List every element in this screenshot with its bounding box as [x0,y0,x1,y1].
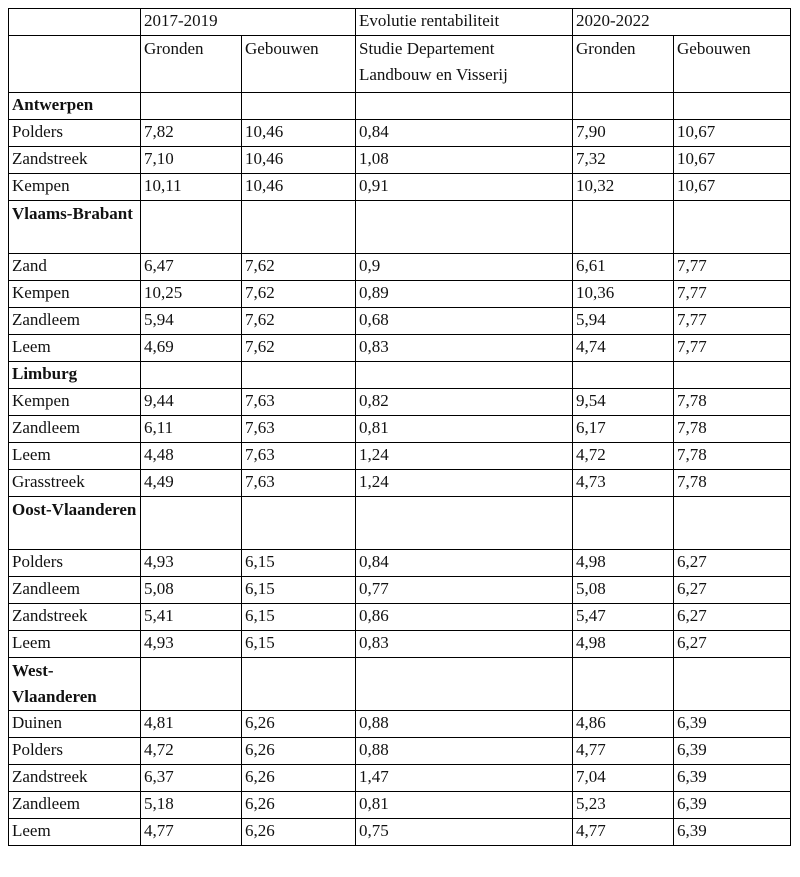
group-row [9,201,791,254]
empty-cell [242,497,356,550]
group-row [9,362,791,389]
province-label: Limburg [9,362,141,389]
gronden-2020-cell: 4,86 [573,711,674,738]
group-row [9,497,791,550]
gebouwen-2020-cell: 7,77 [674,281,791,308]
gronden-2020-cell: 9,54 [573,389,674,416]
region-cell: Polders [9,120,141,147]
province-label: Oost-Vlaanderen [9,497,141,550]
region-cell: Polders [9,738,141,765]
gronden-2017-cell: 4,48 [141,443,242,470]
region-cell: Kempen [9,174,141,201]
empty-cell [573,362,674,389]
gebouwen-2020-cell: 6,27 [674,631,791,658]
gebouwen-2020-cell: 7,77 [674,254,791,281]
gronden-2017-cell: 5,41 [141,604,242,631]
gronden-2020-cell: 6,61 [573,254,674,281]
region-cell: Leem [9,335,141,362]
gebouwen-2020-cell: 10,67 [674,120,791,147]
header-row-2 [9,36,791,93]
header-gebouwen-2: Gebouwen [674,36,791,93]
empty-cell [573,93,674,120]
table-row [9,174,791,201]
table-row [9,577,791,604]
table-row [9,819,791,846]
empty-cell [356,497,573,550]
gebouwen-2017-cell: 7,63 [242,470,356,497]
gebouwen-2020-cell: 6,39 [674,765,791,792]
empty-cell [141,201,242,254]
gronden-2020-cell: 7,04 [573,765,674,792]
gronden-2020-cell: 4,77 [573,819,674,846]
empty-cell [356,658,573,711]
gronden-2017-cell: 6,37 [141,765,242,792]
region-cell: Zandleem [9,308,141,335]
table-row [9,308,791,335]
gronden-2017-cell: 4,72 [141,738,242,765]
table-row [9,792,791,819]
table-row [9,711,791,738]
table-row [9,335,791,362]
header-gronden-2: Gronden [573,36,674,93]
evolutie-cell: 0,89 [356,281,573,308]
gebouwen-2017-cell: 7,62 [242,254,356,281]
empty-cell [573,201,674,254]
empty-cell [356,201,573,254]
gebouwen-2017-cell: 7,63 [242,389,356,416]
empty-cell [141,497,242,550]
empty-cell [242,658,356,711]
region-cell: Zandstreek [9,147,141,174]
gebouwen-2017-cell: 6,15 [242,577,356,604]
gronden-2020-cell: 5,08 [573,577,674,604]
empty-cell [356,362,573,389]
gronden-2020-cell: 4,74 [573,335,674,362]
region-cell: Zandstreek [9,604,141,631]
province-label: West-Vlaanderen [9,658,141,711]
header-gronden-1: Gronden [141,36,242,93]
empty-cell [356,93,573,120]
region-cell: Leem [9,819,141,846]
region-cell: Polders [9,550,141,577]
gronden-2017-cell: 5,18 [141,792,242,819]
gebouwen-2020-cell: 7,77 [674,308,791,335]
gebouwen-2020-cell: 7,77 [674,335,791,362]
header-empty-cell [9,9,141,36]
gebouwen-2020-cell: 6,27 [674,577,791,604]
region-cell: Zandstreek [9,765,141,792]
table-row [9,443,791,470]
rentabiliteit-table [8,8,791,846]
evolutie-cell: 0,77 [356,577,573,604]
header-evolutie: Evolutie rentabiliteit [356,9,573,36]
table-row [9,738,791,765]
gebouwen-2020-cell: 7,78 [674,470,791,497]
gebouwen-2017-cell: 6,15 [242,604,356,631]
gronden-2017-cell: 4,81 [141,711,242,738]
table-row [9,254,791,281]
table-row [9,416,791,443]
evolutie-cell: 0,81 [356,416,573,443]
gronden-2017-cell: 10,25 [141,281,242,308]
gebouwen-2020-cell: 6,39 [674,792,791,819]
region-cell: Kempen [9,281,141,308]
gebouwen-2017-cell: 6,26 [242,765,356,792]
evolutie-cell: 0,88 [356,738,573,765]
gronden-2020-cell: 5,94 [573,308,674,335]
gebouwen-2017-cell: 7,62 [242,335,356,362]
table-row [9,631,791,658]
header-row-1 [9,9,791,36]
gronden-2020-cell: 7,32 [573,147,674,174]
table-row [9,120,791,147]
evolutie-cell: 0,82 [356,389,573,416]
region-cell: Leem [9,631,141,658]
gronden-2017-cell: 6,47 [141,254,242,281]
evolutie-cell: 1,47 [356,765,573,792]
gebouwen-2017-cell: 6,26 [242,711,356,738]
gebouwen-2017-cell: 6,26 [242,738,356,765]
gronden-2020-cell: 6,17 [573,416,674,443]
gebouwen-2020-cell: 7,78 [674,389,791,416]
gronden-2020-cell: 4,98 [573,550,674,577]
region-cell: Zand [9,254,141,281]
header-period-1: 2017-2019 [141,9,356,36]
gronden-2017-cell: 4,93 [141,631,242,658]
evolutie-cell: 0,83 [356,335,573,362]
gebouwen-2017-cell: 10,46 [242,174,356,201]
empty-cell [674,201,791,254]
gronden-2020-cell: 10,32 [573,174,674,201]
evolutie-cell: 1,08 [356,147,573,174]
empty-cell [674,362,791,389]
gebouwen-2020-cell: 6,39 [674,738,791,765]
province-label: Vlaams-Brabant [9,201,141,254]
evolutie-cell: 0,84 [356,550,573,577]
empty-cell [674,93,791,120]
region-cell: Duinen [9,711,141,738]
table-body [9,9,791,846]
gronden-2020-cell: 4,73 [573,470,674,497]
gebouwen-2017-cell: 6,26 [242,792,356,819]
gebouwen-2020-cell: 10,67 [674,174,791,201]
province-label: Antwerpen [9,93,141,120]
gronden-2017-cell: 7,82 [141,120,242,147]
gebouwen-2017-cell: 7,63 [242,443,356,470]
evolutie-cell: 0,91 [356,174,573,201]
region-cell: Leem [9,443,141,470]
table-row [9,147,791,174]
gebouwen-2017-cell: 7,62 [242,308,356,335]
table-row [9,281,791,308]
empty-cell [141,93,242,120]
empty-cell [674,658,791,711]
empty-cell [573,658,674,711]
gronden-2020-cell: 5,47 [573,604,674,631]
gronden-2017-cell: 10,11 [141,174,242,201]
gebouwen-2017-cell: 10,46 [242,120,356,147]
gronden-2020-cell: 7,90 [573,120,674,147]
gebouwen-2020-cell: 6,39 [674,819,791,846]
gebouwen-2020-cell: 7,78 [674,443,791,470]
gebouwen-2017-cell: 10,46 [242,147,356,174]
gebouwen-2020-cell: 6,39 [674,711,791,738]
table-row [9,470,791,497]
empty-cell [242,362,356,389]
gronden-2017-cell: 6,11 [141,416,242,443]
empty-cell [573,497,674,550]
gebouwen-2017-cell: 6,26 [242,819,356,846]
gebouwen-2017-cell: 7,63 [242,416,356,443]
table-row [9,550,791,577]
empty-cell [141,362,242,389]
region-cell: Zandleem [9,792,141,819]
gronden-2017-cell: 9,44 [141,389,242,416]
empty-cell [674,497,791,550]
gebouwen-2017-cell: 7,62 [242,281,356,308]
evolutie-cell: 0,83 [356,631,573,658]
evolutie-cell: 0,68 [356,308,573,335]
header-studie: Studie Departement Landbouw en Visserij [356,36,573,93]
table-row [9,389,791,416]
group-row [9,93,791,120]
gebouwen-2017-cell: 6,15 [242,550,356,577]
region-cell: Zandleem [9,577,141,604]
empty-cell [141,658,242,711]
evolutie-cell: 1,24 [356,470,573,497]
gronden-2020-cell: 4,77 [573,738,674,765]
gronden-2017-cell: 4,69 [141,335,242,362]
gronden-2017-cell: 4,49 [141,470,242,497]
table-row [9,604,791,631]
gronden-2017-cell: 5,08 [141,577,242,604]
gebouwen-2020-cell: 6,27 [674,604,791,631]
header-period-2: 2020-2022 [573,9,791,36]
table-row [9,765,791,792]
region-cell: Kempen [9,389,141,416]
gronden-2017-cell: 7,10 [141,147,242,174]
gebouwen-2020-cell: 10,67 [674,147,791,174]
gronden-2020-cell: 10,36 [573,281,674,308]
evolutie-cell: 0,88 [356,711,573,738]
evolutie-cell: 0,84 [356,120,573,147]
empty-cell [242,93,356,120]
gronden-2017-cell: 5,94 [141,308,242,335]
evolutie-cell: 1,24 [356,443,573,470]
gronden-2020-cell: 4,98 [573,631,674,658]
header-gebouwen-1: Gebouwen [242,36,356,93]
empty-cell [242,201,356,254]
gronden-2017-cell: 4,93 [141,550,242,577]
region-cell: Zandleem [9,416,141,443]
gronden-2020-cell: 5,23 [573,792,674,819]
gronden-2017-cell: 4,77 [141,819,242,846]
evolutie-cell: 0,86 [356,604,573,631]
header-empty-cell [9,36,141,93]
evolutie-cell: 0,9 [356,254,573,281]
gebouwen-2017-cell: 6,15 [242,631,356,658]
region-cell: Grasstreek [9,470,141,497]
evolutie-cell: 0,81 [356,792,573,819]
evolutie-cell: 0,75 [356,819,573,846]
gronden-2020-cell: 4,72 [573,443,674,470]
gebouwen-2020-cell: 7,78 [674,416,791,443]
group-row [9,658,791,711]
gebouwen-2020-cell: 6,27 [674,550,791,577]
